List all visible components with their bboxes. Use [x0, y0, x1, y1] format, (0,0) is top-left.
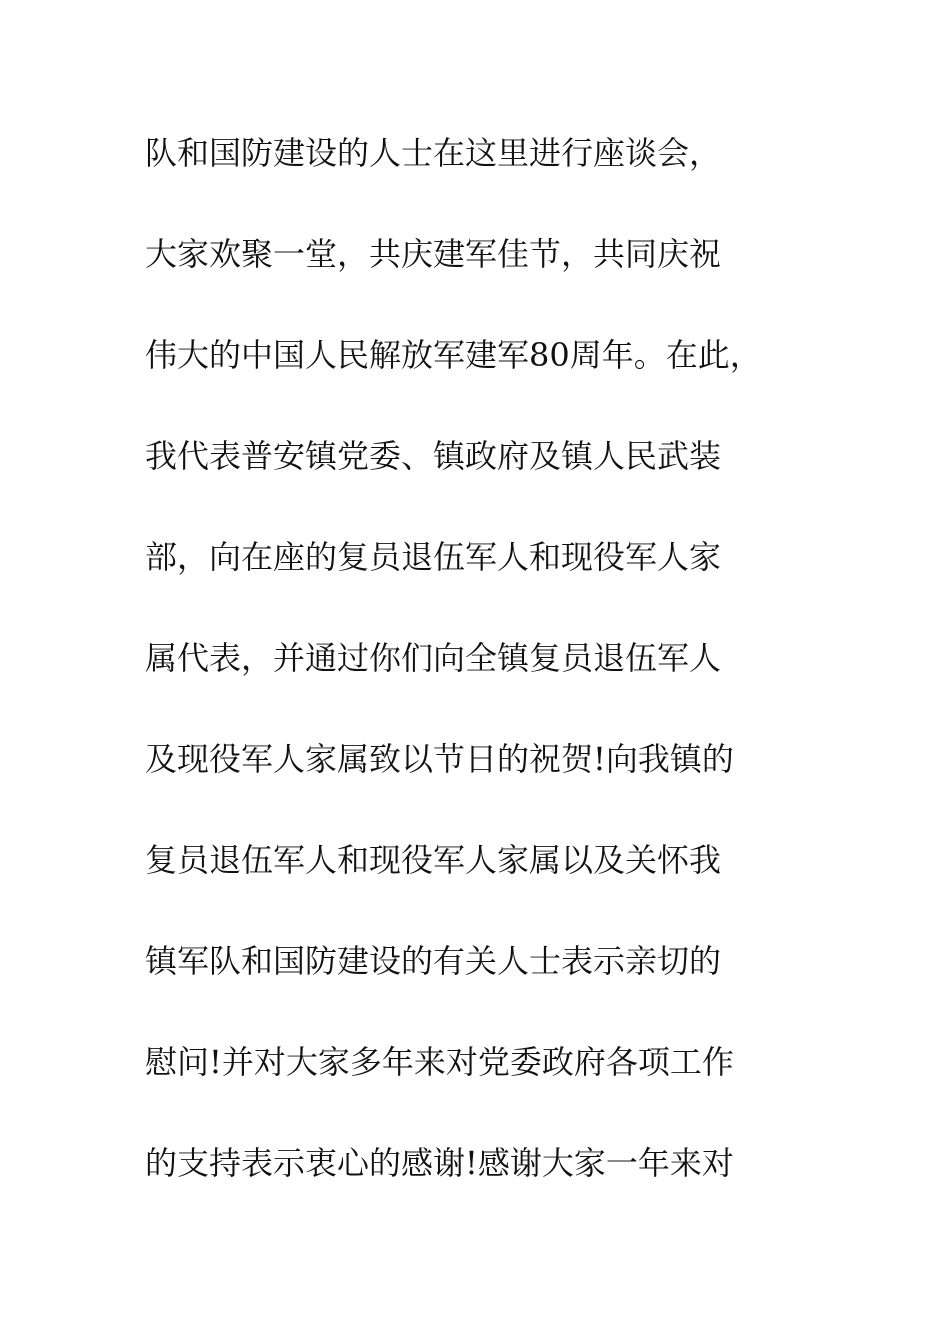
text-line: 部，向在座的复员退伍军人和现役军人家 — [145, 538, 722, 576]
text-line: 大家欢聚一堂，共庆建军佳节，共同庆祝 — [145, 235, 722, 273]
text-line: 队和国防建设的人士在这里进行座谈会， — [145, 134, 722, 172]
text-line: 我代表普安镇党委、镇政府及镇人民武装 — [145, 437, 722, 475]
text-line: 复员退伍军人和现役军人家属以及关怀我 — [145, 841, 722, 879]
text-line: 伟大的中国人民解放军建军80周年。在此， — [145, 336, 762, 374]
text-line: 的支持表示衷心的感谢!感谢大家一年来对 — [145, 1144, 734, 1182]
text-line: 镇军队和国防建设的有关人士表示亲切的 — [145, 942, 722, 980]
text-line: 及现役军人家属致以节日的祝贺!向我镇的 — [145, 740, 734, 778]
text-line: 属代表，并通过你们向全镇复员退伍军人 — [145, 639, 722, 677]
text-line: 慰问!并对大家多年来对党委政府各项工作 — [145, 1043, 734, 1081]
